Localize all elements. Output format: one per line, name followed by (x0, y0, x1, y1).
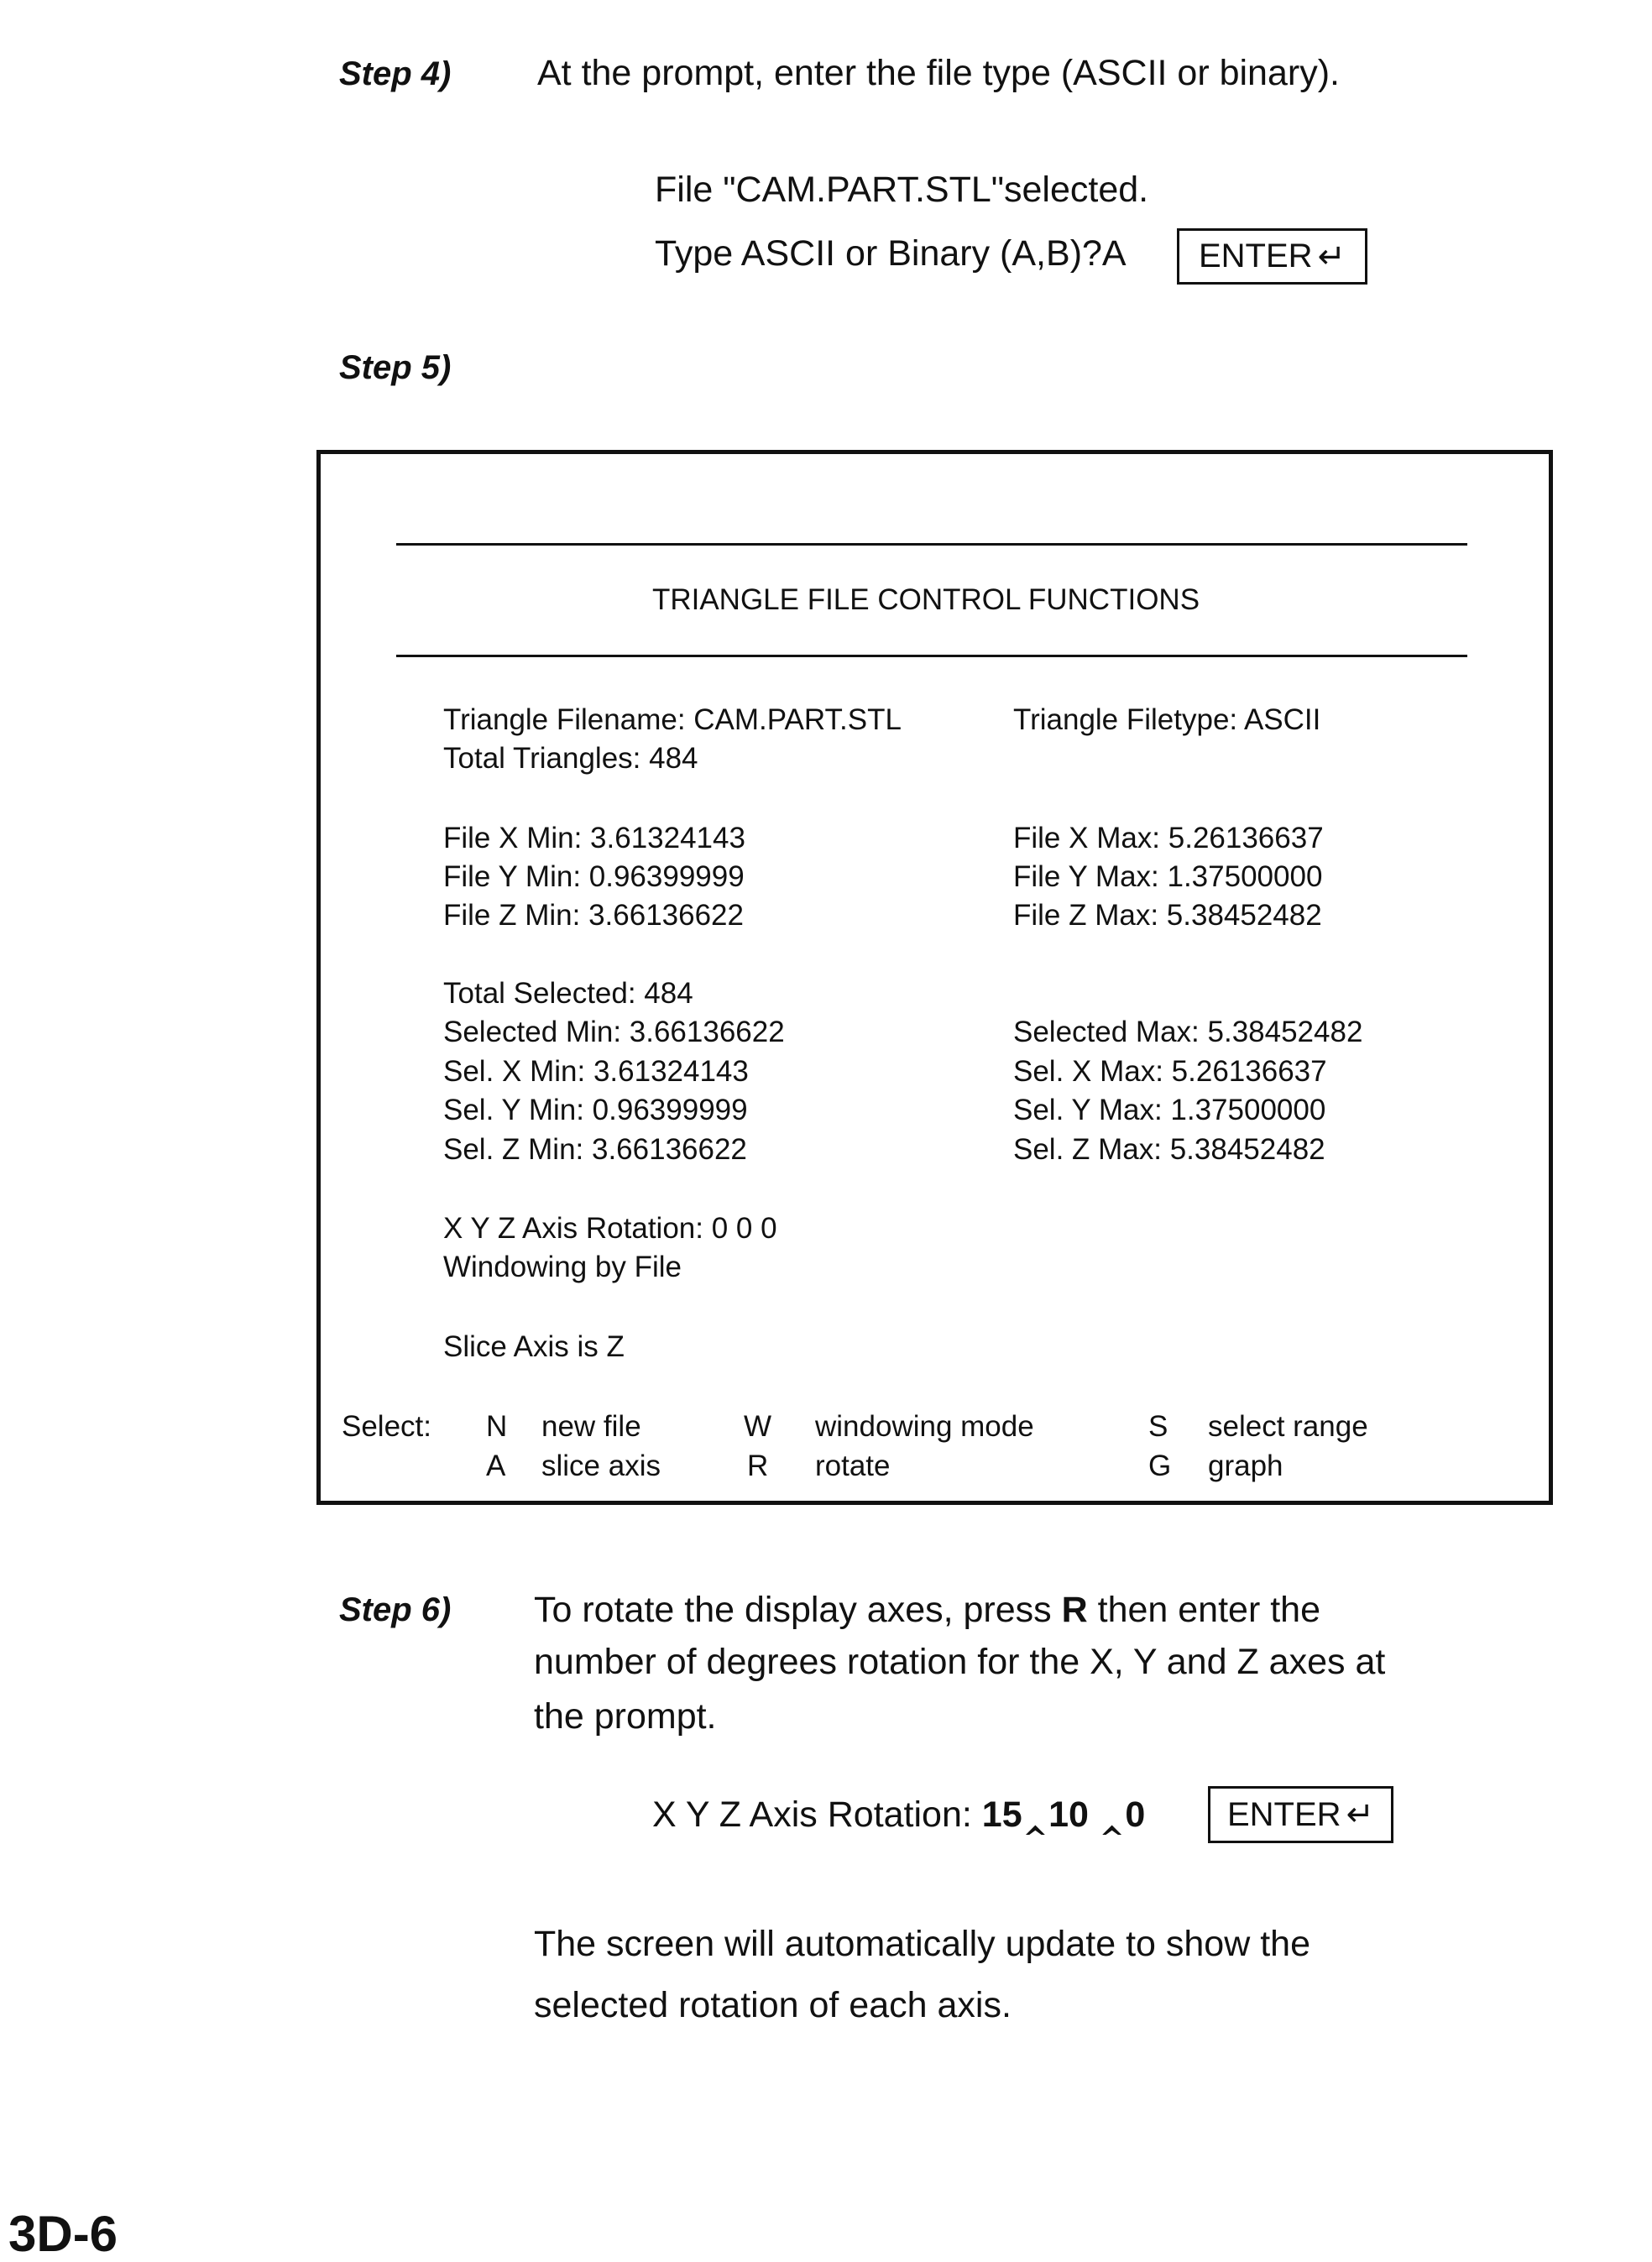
sel-y-max: Sel. Y Max: 1.37500000 (1013, 1095, 1325, 1125)
step-4-label: Step 4) (339, 57, 451, 91)
selected-min: Selected Min: 3.66136622 (443, 1017, 785, 1047)
step-6-text: then enter the (1098, 1590, 1320, 1630)
triangle-filename: Triangle Filename: CAM.PART.STL (443, 705, 902, 734)
slice-axis: Slice Axis is Z (443, 1332, 625, 1361)
rotation-prompt-label: X Y Z Axis Rotation: (652, 1794, 972, 1835)
menu-select-range: select range (1208, 1412, 1368, 1441)
menu-key-g: G (1148, 1451, 1171, 1481)
sel-y-min: Sel. Y Min: 0.96399999 (443, 1095, 748, 1125)
menu-key-r: R (747, 1451, 768, 1481)
menu-new-file: new file (541, 1412, 641, 1441)
sel-z-min: Sel. Z Min: 3.66136622 (443, 1135, 747, 1164)
divider (396, 543, 1467, 546)
file-x-max: File X Max: 5.26136637 (1013, 823, 1324, 853)
enter-key-label: ENTER (1199, 238, 1313, 275)
screen-title: TRIANGLE FILE CONTROL FUNCTIONS (0, 585, 1652, 614)
sel-x-min: Sel. X Min: 3.61324143 (443, 1057, 749, 1086)
step-6-line-3: the prompt. (534, 1699, 717, 1735)
note-line-1: The screen will automatically update to show the (534, 1926, 1310, 1962)
step-6-text: To rotate the display axes, press (534, 1590, 1052, 1630)
step-6-line-1 (534, 1592, 1320, 1628)
axis-rotation: X Y Z Axis Rotation: 0 0 0 (443, 1214, 777, 1243)
file-selected-line: File "CAM.PART.STL"selected. (655, 172, 1148, 208)
file-z-min: File Z Min: 3.66136622 (443, 901, 744, 930)
selected-max: Selected Max: 5.38452482 (1013, 1017, 1362, 1047)
rotation-prompt (652, 1797, 1145, 1833)
select-label: Select: (342, 1412, 431, 1441)
note-line-2: selected rotation of each axis. (534, 1988, 1012, 2024)
enter-key (1208, 1786, 1393, 1843)
file-y-min: File Y Min: 0.96399999 (443, 862, 745, 891)
file-z-max: File Z Max: 5.38452482 (1013, 901, 1322, 930)
key-r: R (1062, 1590, 1088, 1630)
step-6-label: Step 6) (339, 1593, 451, 1627)
step-4-text: At the prompt, enter the file type (ASCII or binary). (537, 55, 1340, 91)
menu-graph: graph (1208, 1451, 1283, 1481)
step-5-label: Step 5) (339, 351, 451, 384)
divider (396, 655, 1467, 657)
file-y-max: File Y Max: 1.37500000 (1013, 862, 1322, 891)
enter-key-label: ENTER (1227, 1796, 1341, 1834)
sel-z-max: Sel. Z Max: 5.38452482 (1013, 1135, 1325, 1164)
total-selected: Total Selected: 484 (443, 979, 693, 1008)
file-x-min: File X Min: 3.61324143 (443, 823, 745, 853)
windowing-mode: Windowing by File (443, 1252, 682, 1282)
menu-windowing-mode: windowing mode (815, 1412, 1034, 1441)
sel-x-max: Sel. X Max: 5.26136637 (1013, 1057, 1327, 1086)
menu-key-a: A (486, 1451, 505, 1481)
step-6-line-2: number of degrees rotation for the X, Y and Z axes at (534, 1644, 1385, 1680)
menu-key-s: S (1148, 1412, 1168, 1441)
rotation-prompt-value: 15‸10 ‸0 (982, 1794, 1146, 1835)
menu-key-w: W (744, 1412, 771, 1441)
return-arrow-icon: ↵ (1346, 1795, 1375, 1834)
return-arrow-icon: ↵ (1318, 238, 1346, 276)
enter-key (1177, 228, 1367, 285)
page-number: 3D-6 (8, 2209, 118, 2259)
total-triangles: Total Triangles: 484 (443, 744, 698, 773)
menu-key-n: N (486, 1412, 507, 1441)
triangle-filetype: Triangle Filetype: ASCII (1013, 705, 1320, 734)
menu-rotate: rotate (815, 1451, 891, 1481)
menu-slice-axis: slice axis (541, 1451, 661, 1481)
file-type-prompt: Type ASCII or Binary (A,B)?A (655, 236, 1127, 272)
